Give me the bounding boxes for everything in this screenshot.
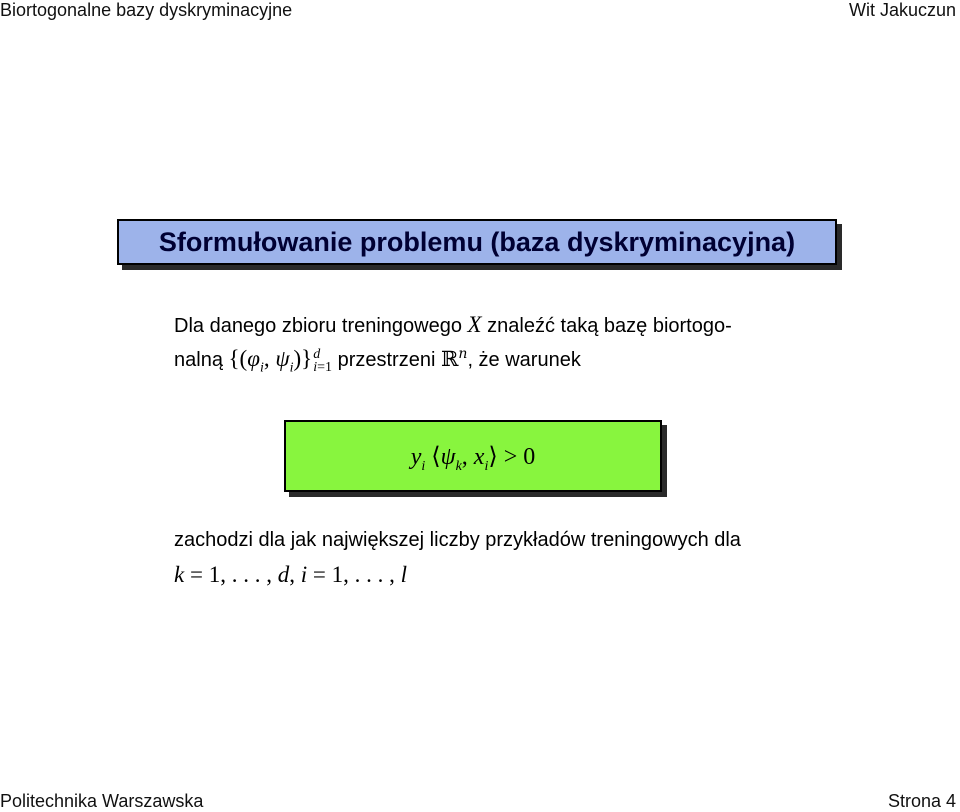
intro-text-1: Dla danego zbioru treningowego	[174, 315, 462, 337]
math-var-x: X	[467, 312, 482, 337]
condition-formula: $y_i$ $⟨\psi_k$, $x_i⟩ > 0$	[284, 420, 662, 492]
math-space-rn: ℝ$^n$	[440, 346, 468, 371]
footer-page-number: Strona 4	[887, 791, 956, 811]
math-ranges: k = 1, . . . , d, i = 1, . . . , l	[174, 562, 407, 587]
footer-institution: Politechnika Warszawska	[0, 791, 204, 811]
math-basis-set: {($\varphi_i$, $\psi_i)\}d$ i=1	[228, 346, 333, 376]
intro-text-3: nalną	[174, 349, 223, 371]
slide-title: Sformułowanie problemu (baza dyskryminacyjna)	[158, 226, 796, 257]
slide-title-frame	[117, 219, 837, 265]
intro-line-1	[174, 308, 732, 343]
slide-title-box	[117, 219, 837, 265]
intro-text-2: znaleźć taką bazę biortogo-	[487, 315, 732, 337]
header-title: Biortogonalne bazy dyskryminacyjne	[0, 0, 293, 20]
condition-lead-text: zachodzi dla jak największej liczby przykładów treningowych dla	[174, 529, 741, 551]
intro-text-5: , że warunek	[467, 349, 581, 371]
intro-line-2	[174, 342, 581, 377]
intro-text-4: przestrzeni	[337, 349, 436, 371]
condition-box	[284, 420, 662, 492]
header-author: Wit Jakuczun	[848, 0, 956, 20]
